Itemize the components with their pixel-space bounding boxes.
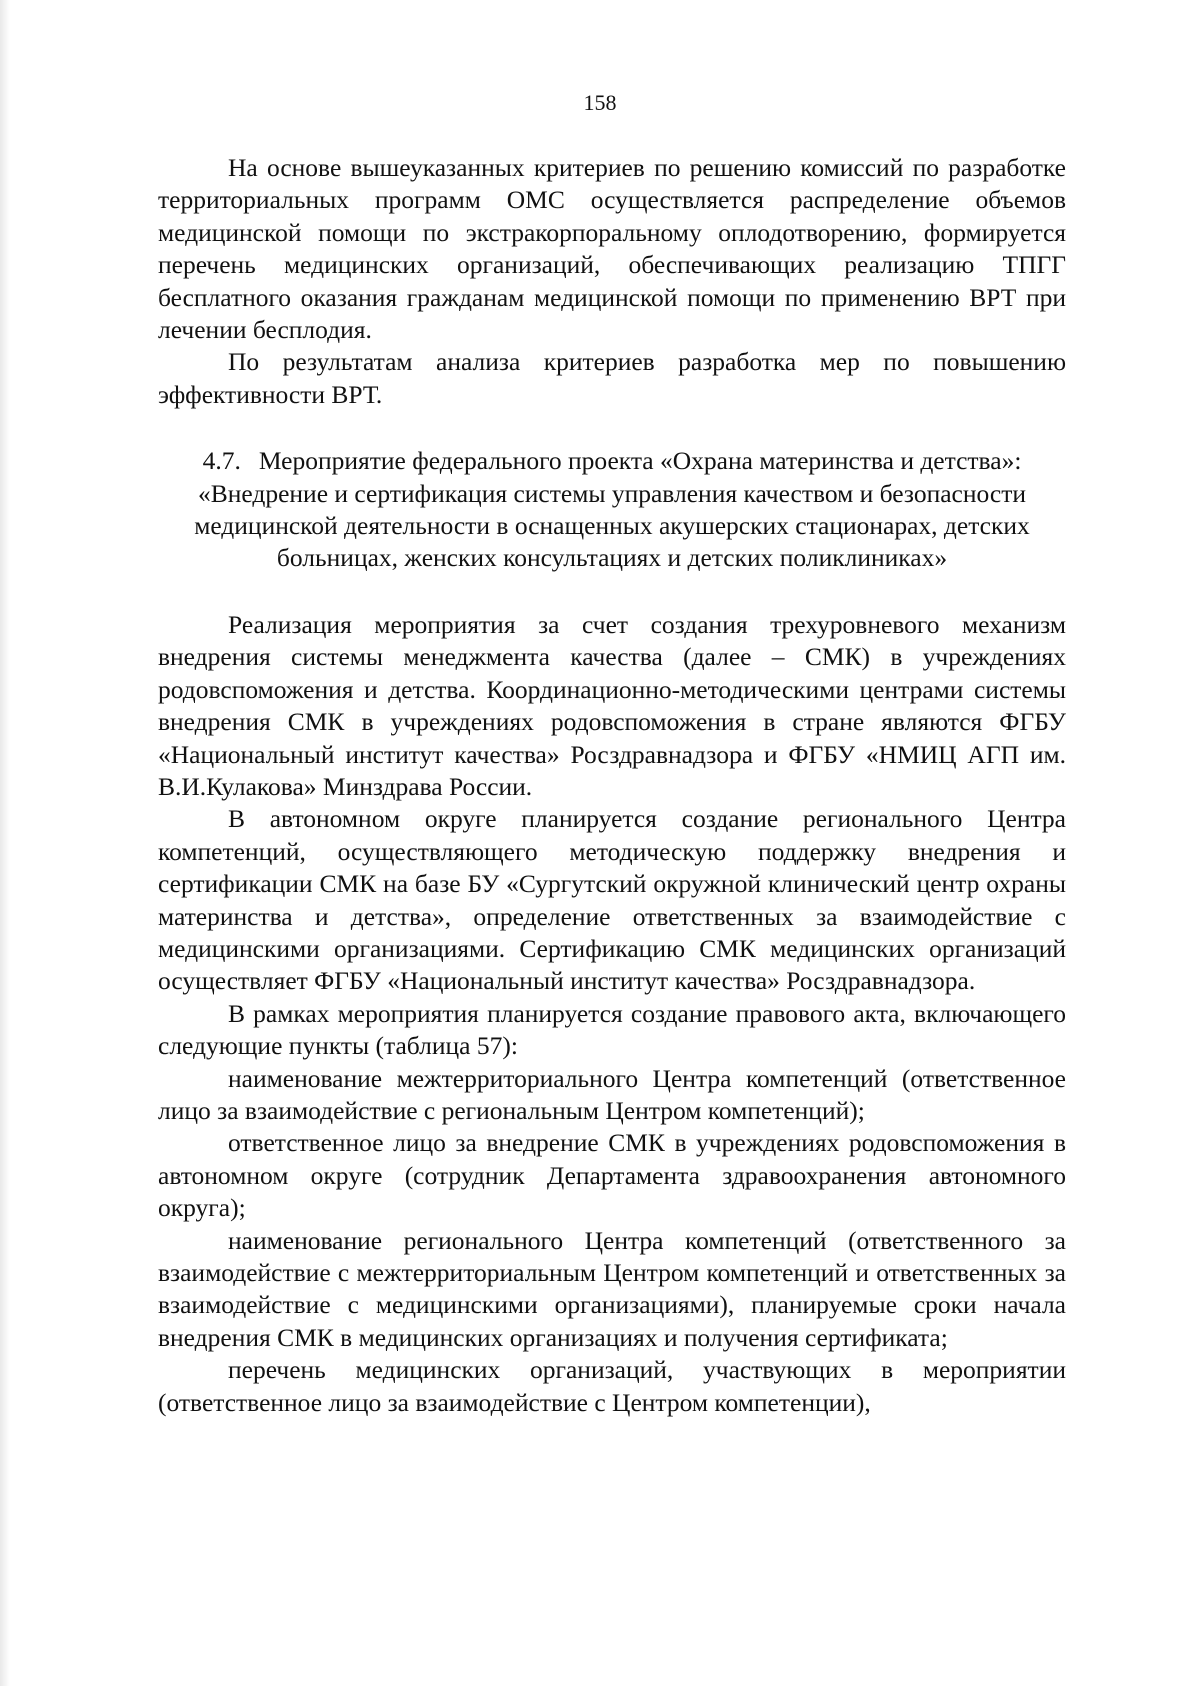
- paragraph: По результатам анализа критериев разработка мер по повышению эффективности ВРТ.: [158, 347, 1066, 409]
- section-title: Мероприятие федерального проекта «Охрана материнства и детства»: «Внедрение и сертификация системы управления качеством и безопасности медицинской деятельности в оснащенных акушерских стационарах, детских больницах, женских консультациях и детских поликлиниках»: [194, 446, 1030, 573]
- section-number: 4.7.: [202, 446, 241, 476]
- list-item: наименование межтерриториального Центра компетенций (ответственное лицо за взаимодействие с региональным Центром компетенций);: [158, 1063, 1066, 1125]
- paragraph: В рамках мероприятия планируется создание правового акта, включающего следующие пункты (таблица 57):: [158, 998, 1066, 1061]
- list-item: ответственное лицо за внедрение СМК в учреждениях родовспоможения в автономном округе (сотрудник Департамента здравоохранения автономного округа);: [158, 1128, 1066, 1223]
- paragraph: Реализация мероприятия за счет создания трехуровневого механизм внедрения системы менеджмента качества (далее – СМК) в учреждениях родовспоможения и детства. Координационно-методическими центрами системы внедрения СМК в учреждениях родовспоможения в стране являются ФГБУ «Национальный институт качества» Росздравнадзора и ФГБУ «НМИЦ АГП им. В.И.Кулакова» Минздрава России.: [158, 609, 1066, 801]
- page-number: 158: [583, 90, 617, 115]
- scan-edge: [0, 0, 10, 1686]
- list-item: наименование регионального Центра компетенций (ответственного за взаимодействие с межтерриториальным Центром компетенций и ответственных за взаимодействие с медицинскими организациями), планируемые сроки начала внедрения СМК в медицинских организациях и получения сертификата;: [158, 1225, 1066, 1352]
- list-item: перечень медицинских организаций, участвующих в мероприятии (ответственное лицо за взаимодействие с Центром компетенции),: [158, 1355, 1066, 1417]
- page-content: [158, 152, 1066, 1419]
- section-heading: [158, 445, 1066, 575]
- paragraph: На основе вышеуказанных критериев по решению комиссий по разработке территориальных программ ОМС осуществляется распределение объемов медицинской помощи по экстракорпоральному оплодотворению, формируется перечень медицинских организаций, обеспечивающих реализацию ТПГГ бесплатного оказания гражданам медицинской помощи по применению ВРТ при лечении бесплодия.: [158, 153, 1066, 345]
- paragraph: В автономном округе планируется создание регионального Центра компетенций, осуществляющего методическую поддержку внедрения и сертификации СМК на базе БУ «Сургутский окружной клинический центр охраны материнства и детства», определение ответственных за взаимодействие с медицинскими организациями. Сертификацию СМК медицинских организаций осуществляет ФГБУ «Национальный институт качества» Росздравнадзора.: [158, 804, 1066, 996]
